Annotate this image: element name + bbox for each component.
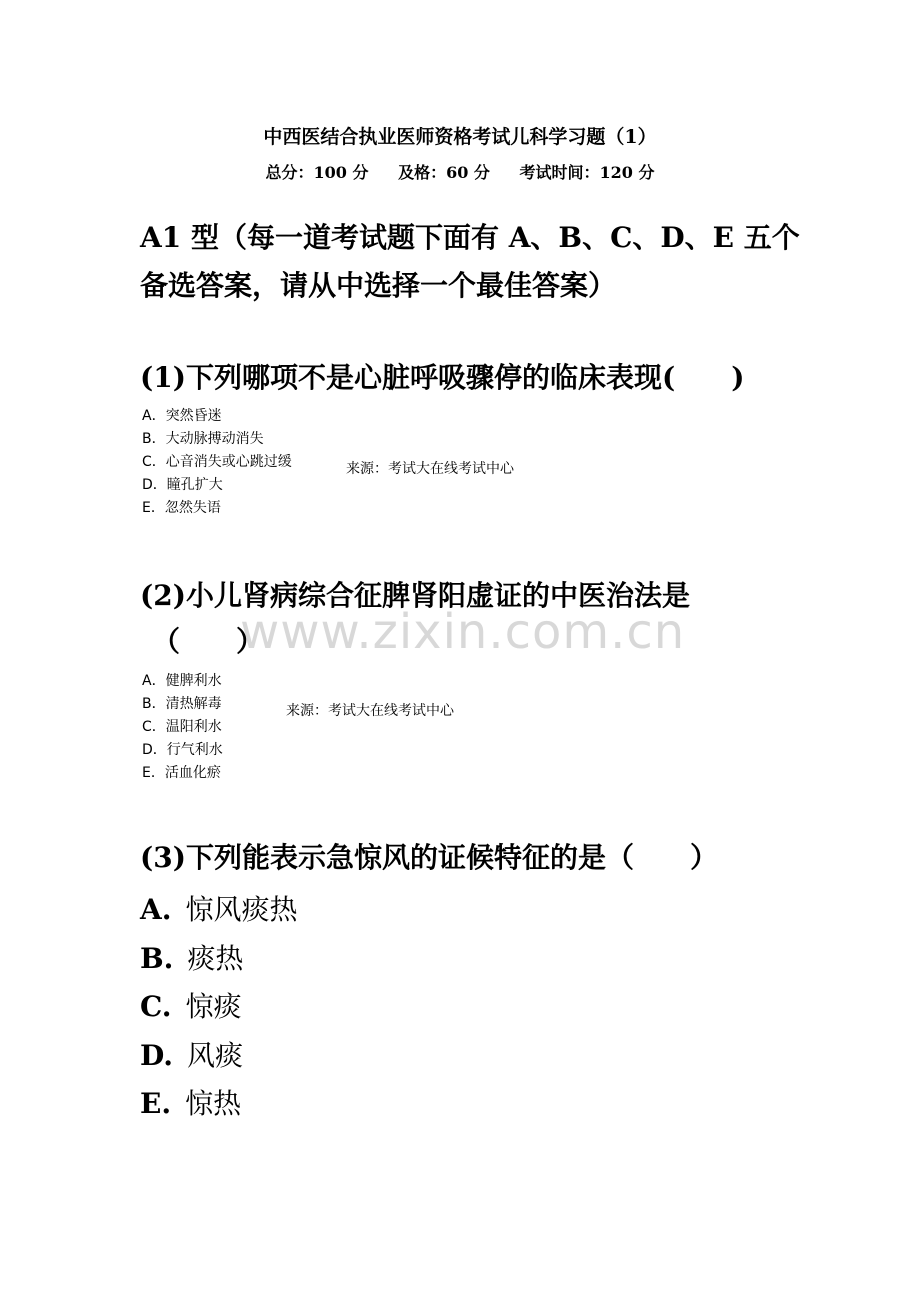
option-e — [140, 1080, 298, 1129]
option-b: B．大动脉搏动消失 — [142, 431, 264, 447]
option-text: 惊风痰热 — [185, 893, 298, 926]
document-subtitle — [0, 160, 920, 183]
option-c: C．心音消失或心跳过缓 — [142, 454, 292, 470]
document-title: 中西医结合执业医师资格考试儿科学习题（1） — [263, 126, 657, 148]
question-3-stem: (3)下列能表示急惊风的证候特征的是（ ） — [140, 841, 718, 874]
option-b: B．清热解毒 — [142, 696, 222, 712]
option-b — [140, 935, 298, 984]
option-c — [140, 983, 298, 1032]
option-letter: D. — [140, 1038, 174, 1072]
option-e: E．忽然失语 — [142, 500, 221, 516]
exam-time: 考试时间：120 分 — [519, 163, 655, 182]
option-d: D．行气利水 — [142, 742, 223, 758]
option-text: 风痰 — [187, 1038, 244, 1072]
option-a: A．突然昏迷 — [142, 408, 222, 424]
question-1-source: 来源：考试大在线考试中心 — [346, 461, 514, 477]
option-c: C．温阳利水 — [142, 719, 222, 735]
question-2-source: 来源：考试大在线考试中心 — [286, 703, 454, 719]
option-e: E．活血化瘀 — [142, 765, 221, 781]
section-heading: A1 型（每一道考试题下面有 A、B、C、D、E 五个备选答案，请从中选择一个最佳答案） — [140, 221, 800, 302]
option-text: 惊热 — [185, 1087, 242, 1120]
option-a — [140, 886, 298, 935]
total-score: 总分：100 分 — [265, 163, 369, 182]
option-d — [140, 1032, 298, 1081]
option-text: 痰热 — [187, 941, 244, 975]
question-2-stem-bracket: （ ） — [152, 625, 265, 658]
question-2-options — [142, 670, 223, 785]
question-1-stem: (1)下列哪项不是心脏呼吸骤停的临床表现( ) — [140, 361, 745, 394]
pass-score: 及格：60 分 — [398, 163, 490, 182]
option-letter: A. — [140, 893, 172, 926]
option-d: D．瞳孔扩大 — [142, 477, 223, 493]
option-a: A．健脾利水 — [142, 673, 222, 689]
option-text: 惊痰 — [185, 990, 242, 1023]
watermark: www.zixin.com.cn — [240, 604, 686, 660]
option-letter: E. — [140, 1087, 172, 1120]
question-3-options — [140, 886, 298, 1129]
question-2-stem: (2)小儿肾病综合征脾肾阳虚证的中医治法是 — [140, 579, 690, 612]
option-letter: B. — [140, 941, 174, 975]
option-letter: C. — [140, 990, 172, 1023]
question-1-options — [142, 405, 292, 520]
